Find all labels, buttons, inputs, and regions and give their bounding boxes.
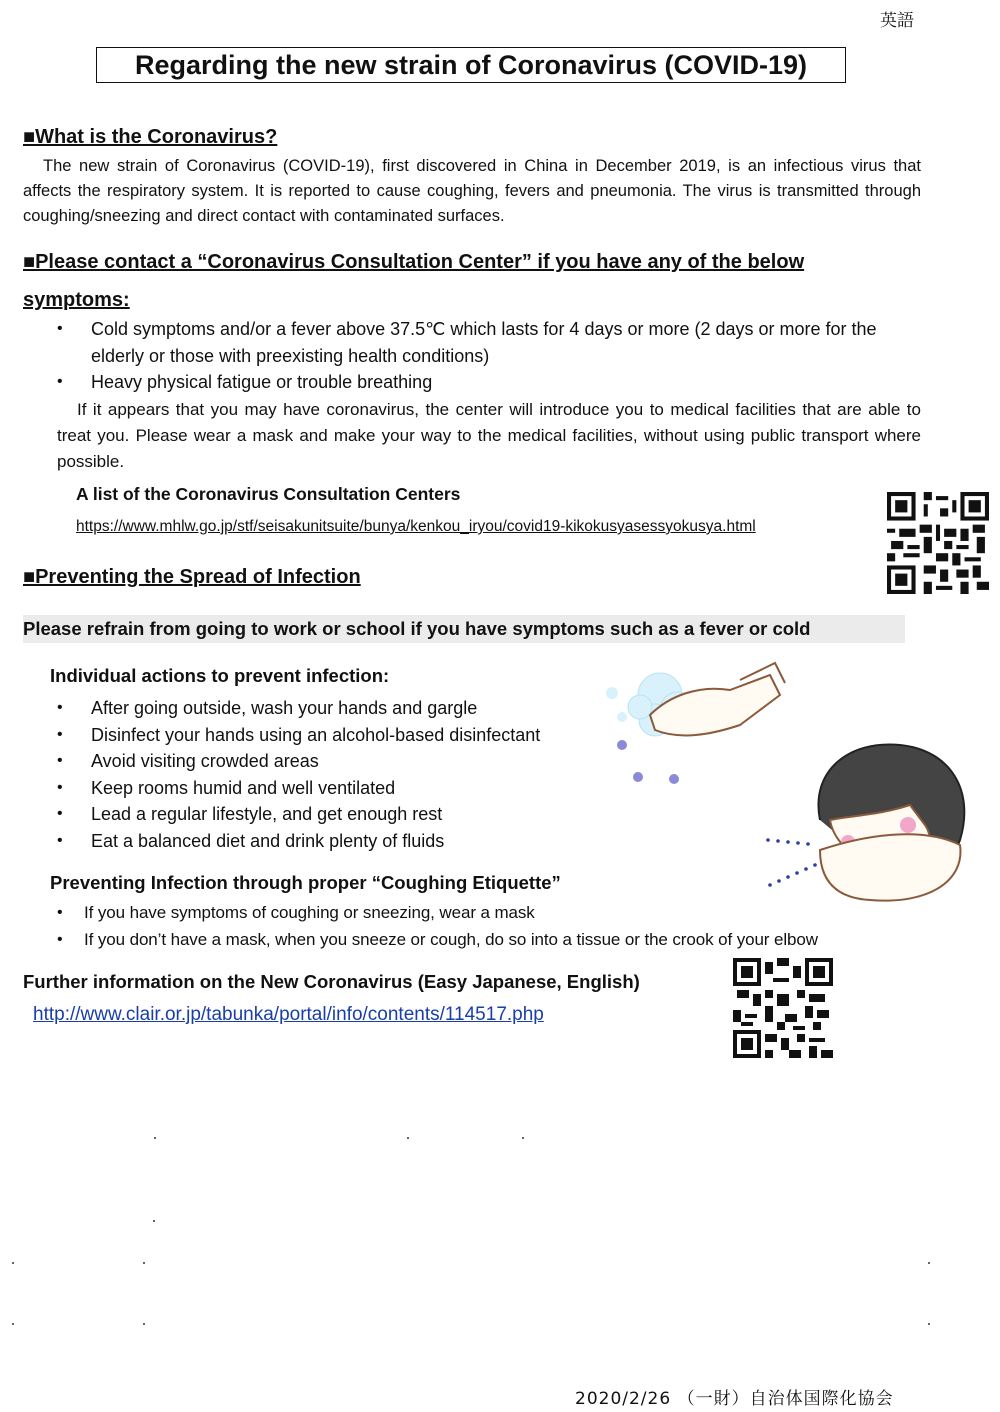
language-label: 英語: [880, 11, 914, 31]
coughing-person-illustration: [760, 730, 980, 910]
section-heading-contact-line2: symptoms:: [23, 289, 130, 311]
section-heading-what-is: ■What is the Coronavirus?: [23, 126, 278, 148]
qr-code-icon: [733, 958, 833, 1058]
refrain-banner: Please refrain from going to work or school if you have symptoms such as a fever or cold: [23, 615, 905, 643]
list-item: • Keep rooms humid and well ventilated: [23, 775, 603, 802]
qr-code-icon: [887, 492, 989, 594]
scan-dot: [928, 1262, 930, 1264]
list-item: • Cold symptoms and/or a fever above 37.5℃ which lasts for 4 days or more (2 days or more for the elderly or those with preexisting health conditions): [23, 316, 923, 369]
list-item: • After going outside, wash your hands and gargle: [23, 695, 603, 722]
scan-dot: [522, 1137, 524, 1139]
list-item: • Disinfect your hands using an alcohol-based disinfectant: [23, 722, 603, 749]
scan-dot: [154, 1137, 156, 1139]
individual-actions-title: Individual actions to prevent infection:: [50, 665, 390, 686]
coughing-etiquette-list: [23, 900, 923, 953]
further-info-title: Further information on the New Coronavirus (Easy Japanese, English): [23, 971, 640, 992]
consultation-list-title: A list of the Coronavirus Consultation Centers: [76, 484, 461, 504]
further-info-link[interactable]: http://www.clair.or.jp/tabunka/portal/info/contents/114517.php: [33, 1004, 544, 1025]
scan-dot: [407, 1137, 409, 1139]
scan-dot: [12, 1323, 14, 1325]
list-item: • If you don’t have a mask, when you sneeze or cough, do so into a tissue or the crook of your elbow: [23, 927, 923, 954]
list-item: • Lead a regular lifestyle, and get enough rest: [23, 801, 603, 828]
scan-dot: [928, 1323, 930, 1325]
scan-dot: [153, 1220, 155, 1222]
section-heading-preventing: ■Preventing the Spread of Infection: [23, 566, 361, 588]
section-heading-contact: ■Please contact a “Coronavirus Consultation Center” if you have any of the below: [23, 251, 805, 273]
footer-date-org: 2020/2/26 （一財）自治体国際化協会: [575, 1389, 894, 1409]
list-item: • If you have symptoms of coughing or sneezing, wear a mask: [23, 900, 923, 927]
scan-dot: [143, 1323, 145, 1325]
coughing-etiquette-title: Preventing Infection through proper “Coughing Etiquette”: [50, 872, 561, 893]
list-item: • Heavy physical fatigue or trouble breathing: [23, 369, 923, 396]
consultation-list-link[interactable]: https://www.mhlw.go.jp/stf/seisakunitsuite/bunya/kenkou_iryou/covid19-kikokusyasessyokusya.html: [76, 518, 756, 535]
list-item: • Eat a balanced diet and drink plenty of fluids: [23, 828, 603, 855]
scan-dot: [143, 1262, 145, 1264]
contact-body: If it appears that you may have coronavirus, the center will introduce you to medical facilities that are able to treat you. Please wear a mask and make your way to the medical facilities, without using public transport where possible.: [57, 400, 921, 471]
list-item: • Avoid visiting crowded areas: [23, 748, 603, 775]
individual-actions-list: [23, 695, 603, 854]
section-body-what-is: The new strain of Coronavirus (COVID-19), first discovered in China in December 2019, is an infectious virus that affects the respiratory system. It is reported to cause coughing, fevers and pneumonia. The virus is transmitted through coughing/sneezing and direct contact with contaminated surfaces.: [23, 157, 921, 225]
scan-dot: [12, 1262, 14, 1264]
symptom-list: [23, 316, 923, 396]
page-title: Regarding the new strain of Coronavirus (COVID-19): [96, 47, 846, 83]
